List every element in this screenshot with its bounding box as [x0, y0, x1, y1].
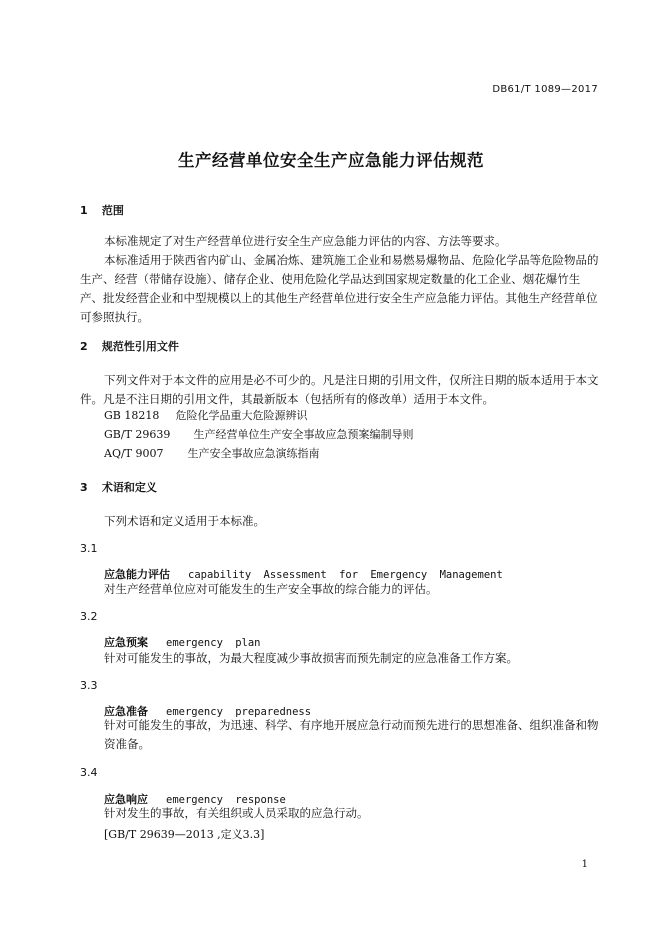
- term-definition: [104, 580, 602, 599]
- references-intro: [80, 371, 602, 409]
- standard-code: DB61/T 1089—2017: [492, 84, 598, 95]
- term-chinese: 应急响应: [104, 793, 148, 806]
- term-entry: [104, 634, 261, 650]
- paragraph: 本标准规定了对生产经营单位进行安全生产应急能力评估的内容、方法等要求。: [104, 234, 507, 248]
- paragraph: 下列文件对于本文件的应用是必不可少的。凡是注日期的引用文件，仅所注日期的版本适用于本文件。凡是不注日期的引用文件，其最新版本（包括所有的修改单）适用于本文件。: [80, 373, 599, 406]
- reference-item: [104, 426, 414, 442]
- section-heading-terms: [80, 479, 157, 495]
- term-chinese: 应急预案: [104, 636, 148, 649]
- paragraph: 针对可能发生的事故，为迅速、科学、有序地开展应急行动而预先进行的思想准备、组织准备和物资准备。: [104, 718, 599, 751]
- section-number: 2: [80, 340, 88, 353]
- page-number: 1: [581, 859, 588, 870]
- reference-code: GB/T 29639: [104, 428, 171, 441]
- term-source: [GB/T 29639—2013 ,定义3.3]: [104, 828, 265, 841]
- term-english: emergency plan: [166, 637, 261, 649]
- reference-item: [104, 407, 308, 423]
- term-english: emergency response: [166, 794, 286, 806]
- paragraph: 针对发生的事故，有关组织或人员采取的应急行动。: [104, 806, 369, 820]
- reference-title: 危险化学品重大危险源辨识: [175, 409, 308, 422]
- document-title: 生产经营单位安全生产应急能力评估规范: [178, 151, 484, 170]
- section-title: 范围: [101, 204, 124, 217]
- section-title: 术语和定义: [101, 481, 157, 494]
- reference-item: [104, 445, 320, 461]
- term-english: emergency preparedness: [166, 706, 312, 718]
- section-heading-normative-references: [80, 338, 179, 354]
- scope-body: [80, 232, 602, 327]
- term-number: 3.2: [80, 610, 98, 623]
- reference-code: AQ/T 9007: [104, 447, 164, 460]
- reference-code: GB 18218: [104, 409, 160, 422]
- term-definition: [104, 716, 604, 754]
- paragraph: 对生产经营单位应对可能发生的生产安全事故的综合能力的评估。: [104, 582, 438, 596]
- section-heading-scope: [80, 202, 124, 218]
- term-chinese: 应急准备: [104, 705, 148, 718]
- paragraph: 下列术语和定义适用于本标准。: [104, 514, 265, 528]
- term-chinese: 应急能力评估: [104, 568, 170, 581]
- section-number: 1: [80, 204, 88, 217]
- term-definition: [104, 649, 602, 668]
- section-number: 3: [80, 481, 88, 494]
- reference-title: 生产经营单位生产安全事故应急预案编制导则: [193, 428, 414, 441]
- terms-intro: [80, 512, 602, 531]
- section-title: 规范性引用文件: [101, 340, 179, 353]
- term-english: capability Assessment for Emergency Management: [188, 569, 503, 581]
- paragraph: 针对可能发生的事故，为最大程度减少事故损害而预先制定的应急准备工作方案。: [104, 651, 518, 665]
- term-number: 3.4: [80, 766, 98, 779]
- term-definition: [104, 804, 602, 823]
- paragraph: 本标准适用于陕西省内矿山、金属冶炼、建筑施工企业和易燃易爆物品、危险化学品等危险物品的生产、经营（带储存设施）、储存企业、使用危险化学品达到国家规定数量的化工企业、烟花爆竹生产、批发经营企业和中型规模以上的其他生产经营单位进行安全生产应急能力评估。其他生产经营单位可参照执行。: [80, 253, 599, 324]
- term-number: 3.1: [80, 542, 98, 555]
- reference-title: 生产安全事故应急演练指南: [187, 447, 320, 460]
- term-number: 3.3: [80, 679, 98, 692]
